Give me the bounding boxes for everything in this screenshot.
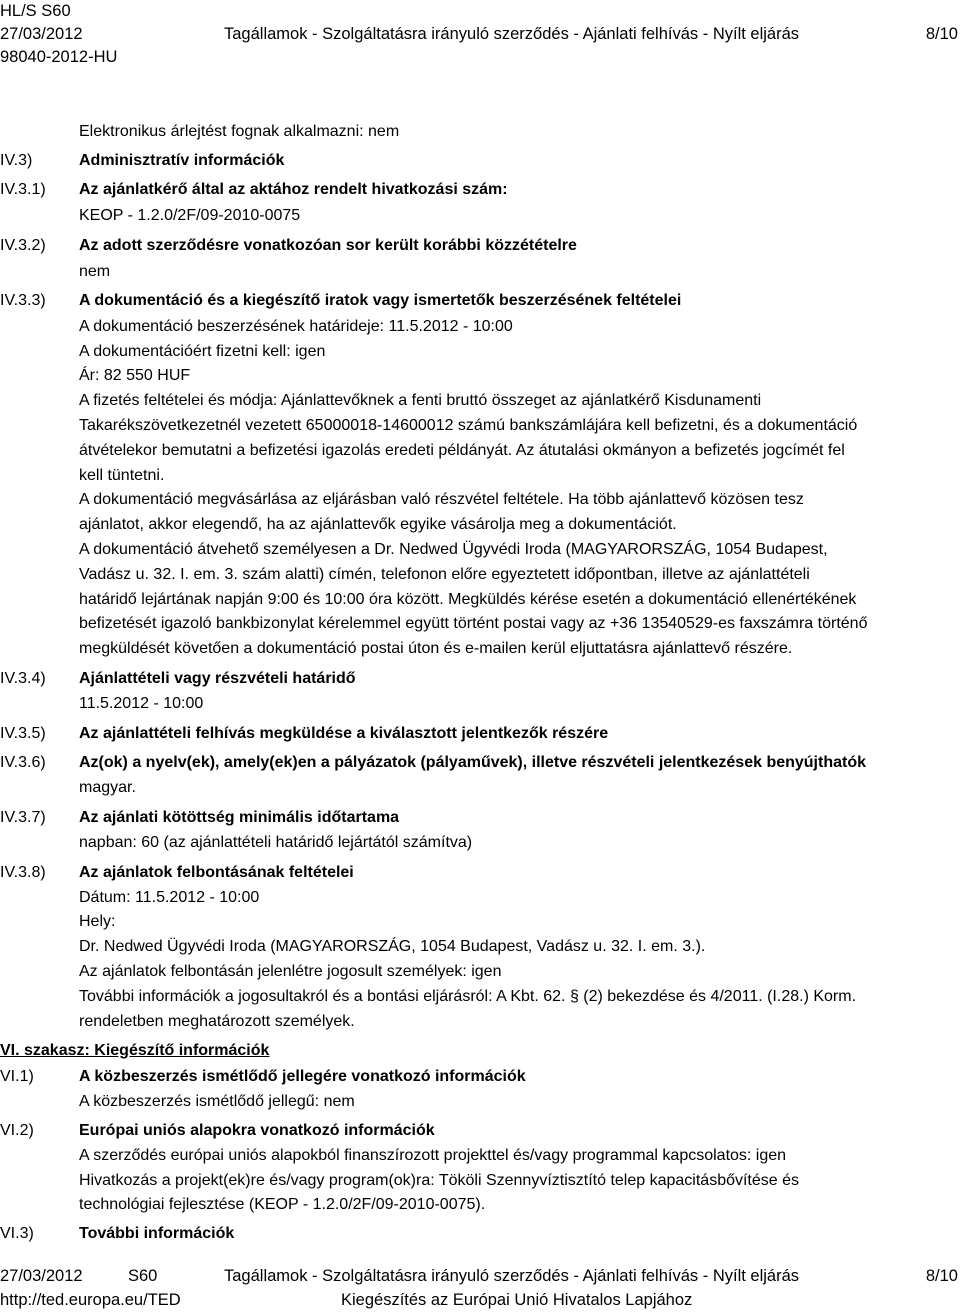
header-title: Tagállamok - Szolgáltatásra irányuló szerződés - Ajánlati felhívás - Nyílt eljárás — [224, 25, 800, 43]
section-number: IV.3.7) — [0, 809, 46, 826]
body-line: Dr. Nedwed Ügyvédi Iroda (MAGYARORSZÁG, 1054 Budapest, Vadász u. 32. I. em. 3.). — [79, 938, 706, 955]
section-heading: Az ajánlati kötöttség minimális időtartama — [79, 809, 400, 826]
footer-row-2 — [0, 1288, 960, 1312]
body-line: technológiai fejlesztése (KEOP - 1.2.0/2F/09-2010-0075). — [79, 1196, 486, 1213]
section-heading: További információk — [79, 1225, 235, 1242]
body-line: 11.5.2012 - 10:00 — [79, 695, 204, 712]
body-line: átvételekor bemutatni a befizetési igazolás eredeti példányát. Az átutalási okmányon a befizetés jogcímét fel — [79, 442, 845, 459]
body-line: kell tüntetni. — [79, 467, 165, 484]
section-heading: Az ajánlattételi felhívás megküldése a kiválasztott jelentkezők részére — [79, 725, 609, 742]
section-heading: Az ajánlatkérő által az aktához rendelt hivatkozási szám: — [79, 181, 508, 198]
body-line: megküldését követően a dokumentáció postai úton és e-mailen kerül eljuttatásra ajánlattevő részére. — [79, 640, 793, 657]
body-line: befizetését igazoló bankbizonylat kérelemmel együtt történt postai vagy az +36 13540529-es faxszámra történő — [79, 615, 868, 632]
body-line: További információk a jogosultakról és a bontási eljárásról: A Kbt. 62. § (2) bekezdése és 4/2011. (I.28.) Korm. — [79, 988, 857, 1005]
body-line: A dokumentáció megvásárlása az eljárásban való részvétel feltétele. Ha több ajánlattevő közösen tesz — [79, 491, 804, 508]
body-line: A dokumentációért fizetni kell: igen — [79, 343, 326, 360]
body-line: ajánlatot, akkor elegendő, ha az ajánlattevők egyike vásárolja meg a dokumentációt. — [79, 516, 677, 533]
section-number: VI.1) — [0, 1068, 34, 1085]
section-number: VI.2) — [0, 1122, 34, 1139]
header-journal-code: HL/S S60 — [0, 2, 71, 20]
section-number: IV.3.3) — [0, 292, 46, 309]
header-row-3 — [0, 46, 960, 69]
body-line: A közbeszerzés ismétlődő jellegű: nem — [79, 1093, 355, 1110]
body-line: Hely: — [79, 913, 116, 930]
header-row-2 — [0, 23, 960, 46]
body-line: A fizetés feltételei és módja: Ajánlattevőknek a fenti bruttó összeget az ajánlatkérő Kisdunamenti — [79, 392, 762, 409]
body-line: határidő lejártának napján 9:00 és 10:00 óra között. Megküldés kérése esetén a dokumentáció ellenértékének — [79, 591, 857, 608]
section-number: IV.3.8) — [0, 864, 46, 881]
section-title: VI. szakasz: Kiegészítő információk — [0, 1042, 270, 1059]
section-number: IV.3.5) — [0, 725, 46, 742]
section-heading: Ajánlattételi vagy részvételi határidő — [79, 670, 356, 687]
body-line: A dokumentáció beszerzésének határideje: 11.5.2012 - 10:00 — [79, 318, 513, 335]
section-number: IV.3.6) — [0, 754, 46, 771]
footer-page-number: 8/10 — [925, 1267, 958, 1285]
section-heading: Európai uniós alapokra vonatkozó információk — [79, 1122, 435, 1139]
header-date: 27/03/2012 — [0, 25, 83, 43]
footer-url-link[interactable]: http://ted.europa.eu/TED — [0, 1291, 181, 1309]
header-document-id: 98040-2012-HU — [0, 48, 118, 66]
body-line: Elektronikus árlejtést fognak alkalmazni: nem — [79, 123, 400, 140]
body-line: Ár: 82 550 HUF — [79, 367, 191, 384]
page-header — [0, 0, 960, 69]
section-number: IV.3.4) — [0, 670, 46, 687]
body-line: Hivatkozás a projekt(ek)re és/vagy program(ok)ra: Tököli Szennyvíztisztító telep kapacitásbővítése és — [79, 1172, 800, 1189]
body-line: Vadász u. 32. I. em. 3. szám alatti) címén, telefonon előre egyeztetett időpontban, illetve az ajánlattételi — [79, 566, 810, 583]
section-heading: Az adott szerződésre vonatkozóan sor került korábbi közzétételre — [79, 237, 577, 254]
body-line: A szerződés európai uniós alapokból finanszírozott projekttel és/vagy programmal kapcsolatos: igen — [79, 1147, 787, 1164]
header-page-number: 8/10 — [925, 25, 958, 43]
body-line: rendeletben meghatározott személyek. — [79, 1013, 355, 1030]
body-line: Dátum: 11.5.2012 - 10:00 — [79, 889, 260, 906]
section-heading: A közbeszerzés ismétlődő jellegére vonatkozó információk — [79, 1068, 526, 1085]
section-heading: A dokumentáció és a kiegészítő iratok vagy ismertetők beszerzésének feltételei — [79, 292, 682, 309]
body-line: nem — [79, 263, 111, 280]
body-line: napban: 60 (az ajánlattételi határidő lejártától számítva) — [79, 834, 473, 851]
body-line: magyar. — [79, 779, 136, 796]
footer-row-1 — [0, 1264, 960, 1288]
section-heading: Adminisztratív információk — [79, 152, 285, 169]
footer-series: S60 — [128, 1267, 158, 1285]
section-heading: Az(ok) a nyelv(ek), amely(ek)en a pályázatok (pályaművek), illetve részvételi jelentkezések benyújthatók — [79, 754, 866, 771]
header-row-1 — [0, 0, 960, 23]
body-line: Az ajánlatok felbontásán jelenlétre jogosult személyek: igen — [79, 963, 502, 980]
body-line: Takarékszövetkezetnél vezetett 65000018-14600012 számú bankszámlájára kell befizetni, és a dokumentáció — [79, 417, 858, 434]
footer-title: Tagállamok - Szolgáltatásra irányuló szerződés - Ajánlati felhívás - Nyílt eljárás — [224, 1267, 800, 1285]
section-number: IV.3.2) — [0, 237, 46, 254]
footer-publisher: Kiegészítés az Európai Unió Hivatalos Lapjához — [341, 1291, 693, 1309]
body-line: A dokumentáció átvehető személyesen a Dr. Nedwed Ügyvédi Iroda (MAGYARORSZÁG, 1054 Budapest, — [79, 541, 828, 558]
body-line: KEOP - 1.2.0/2F/09-2010-0075 — [79, 207, 301, 224]
section-number: IV.3) — [0, 152, 33, 169]
section-number: IV.3.1) — [0, 181, 46, 198]
section-heading: Az ajánlatok felbontásának feltételei — [79, 864, 354, 881]
footer-date: 27/03/2012 — [0, 1267, 83, 1285]
page-footer — [0, 1264, 960, 1312]
section-number: VI.3) — [0, 1225, 34, 1242]
